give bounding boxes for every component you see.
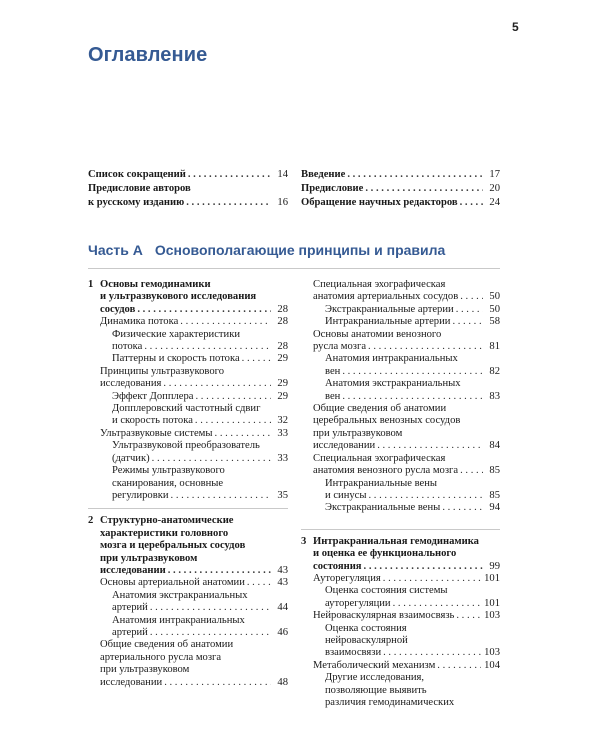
leader-dots <box>163 378 271 390</box>
toc-entry-text: Интракраниальная гемодинамика <box>313 535 479 547</box>
toc-entry-text: позволяющие выявить <box>325 684 427 696</box>
toc-entry-text: Физические характеристики <box>112 328 241 340</box>
toc-page-number: 24 <box>489 197 500 208</box>
toc-entry-line <box>100 366 288 378</box>
toc-entry-text: Анатомия экстракраниальных <box>112 589 248 601</box>
toc-page-number: 104 <box>484 659 500 671</box>
toc-entry-line <box>325 635 500 647</box>
leader-dots <box>364 561 483 573</box>
toc-entry-text: сосудов <box>100 303 136 315</box>
toc-entry-text: Анатомия интракраниальных <box>112 614 245 626</box>
chapter-divider <box>88 508 288 509</box>
toc-entry-line <box>112 403 288 415</box>
toc-entry-text: взаимосвязи <box>325 647 382 659</box>
toc-entry-text: Список сокращений <box>88 169 186 180</box>
toc-entry-line-last <box>313 291 500 303</box>
toc-page-number: 28 <box>277 341 288 353</box>
toc-entry-line-last <box>301 168 500 182</box>
leader-dots <box>137 304 271 316</box>
toc-entry-line-last <box>100 378 288 390</box>
toc-entry-line-last <box>325 502 500 514</box>
toc-entry <box>313 279 500 304</box>
toc-page-number: 50 <box>489 303 500 315</box>
toc-entry-text: сканирования, основные <box>112 477 224 489</box>
toc-entry-line <box>100 540 288 552</box>
toc-page-number: 82 <box>489 365 500 377</box>
toc-entry-text: исследовании <box>313 440 376 452</box>
toc-entry-text: Ультразвуковые системы <box>100 427 213 439</box>
leader-dots <box>460 196 483 210</box>
toc-entry <box>313 660 500 672</box>
toc-entry-line <box>313 536 500 548</box>
toc-entry-line <box>313 453 500 465</box>
toc-page-number: 84 <box>489 440 500 452</box>
toc-entry-line <box>325 353 500 365</box>
toc-entry <box>313 316 500 328</box>
toc-entry-line <box>100 515 288 527</box>
toc-page-number: 94 <box>489 502 500 514</box>
toc-entry <box>313 623 500 660</box>
toc-entry-text: Ультразвуковой преобразователь <box>112 440 260 452</box>
toc-entry-line <box>325 585 500 597</box>
toc-entry <box>100 515 288 577</box>
toc-page-number: 29 <box>277 390 288 402</box>
leader-dots <box>347 168 483 182</box>
toc-entry <box>100 329 288 354</box>
toc-entry <box>313 585 500 610</box>
toc-entry <box>313 378 500 403</box>
leader-dots <box>180 316 271 328</box>
toc-entry-text: Специальная эхографическая <box>313 452 446 464</box>
toc-entry-line-last <box>112 415 288 427</box>
leader-dots <box>365 182 483 196</box>
toc-entry-line-last <box>88 196 288 210</box>
toc-entry-line-last <box>112 453 288 465</box>
toc-entry-text: вен <box>325 365 341 377</box>
toc-entry-text: Интракраниальные артерии <box>325 316 451 328</box>
toc-entry-line <box>313 548 500 560</box>
chapter-2 <box>88 515 288 689</box>
toc-entry-line <box>313 329 500 341</box>
toc-page-number: 28 <box>277 316 288 328</box>
toc-entry-text: Другие исследования, <box>325 672 425 684</box>
leader-dots <box>368 490 483 502</box>
leader-dots <box>456 304 483 316</box>
toc-entry-line <box>325 478 500 490</box>
toc-entry-text: артериального русла мозга <box>100 651 222 663</box>
toc-entry <box>313 403 500 453</box>
toc-entry-text: Специальная эхографическая <box>313 279 446 290</box>
toc-page-number: 83 <box>489 390 500 402</box>
toc-page-number: 103 <box>484 647 500 659</box>
part-divider <box>88 268 500 269</box>
toc-page-number: 29 <box>277 378 288 390</box>
toc-entry <box>301 168 500 182</box>
toc-page-number: 58 <box>489 316 500 328</box>
toc-entry-line <box>325 685 500 697</box>
toc-entry <box>313 353 500 378</box>
leader-dots <box>460 465 483 477</box>
chapter-divider <box>301 529 500 530</box>
toc-entry-text: Допплеровский частотный сдвиг <box>112 403 261 415</box>
toc-entry-line <box>313 403 500 415</box>
toc-entry-text: Оценка состояния системы <box>325 585 448 597</box>
toc-entry-line-last <box>112 602 288 614</box>
toc-page-number: 85 <box>489 489 500 501</box>
toc-entry-text: исследовании <box>100 676 163 688</box>
leader-dots <box>150 602 271 614</box>
toc-entry <box>313 329 500 354</box>
leader-dots <box>442 502 483 514</box>
leader-dots <box>377 440 483 452</box>
toc-entry-text: и синусы <box>325 489 367 501</box>
toc-entry-text: Интракраниальные вены <box>325 477 438 489</box>
toc-entry <box>100 428 288 440</box>
toc-entry-text: и скорость потока <box>112 415 193 427</box>
toc-entry <box>100 353 288 365</box>
toc-entry-line <box>100 652 288 664</box>
chapter-number: 2 <box>88 515 94 527</box>
toc-entry-line-last <box>325 366 500 378</box>
toc-entry <box>313 502 500 514</box>
toc-entry-text: при ультразвуковом <box>100 552 198 564</box>
toc-entry <box>313 573 500 585</box>
toc-entry-text: артерий <box>112 626 148 638</box>
toc-entry-text: Экстракраниальные вены <box>325 502 441 514</box>
toc-entry <box>100 403 288 428</box>
page-number: 5 <box>512 20 519 34</box>
toc-entry-line-last <box>325 697 500 709</box>
toc-entry-text: Основы анатомии венозного <box>313 328 442 340</box>
chapter-1 <box>88 279 288 502</box>
toc-entry-text: вен <box>325 390 341 402</box>
toc-entry-text: состояния <box>313 560 362 572</box>
toc-entry-text: Эффект Допплера <box>112 390 194 402</box>
toc-entry-text: и ультразвукового исследования <box>100 291 257 303</box>
toc-column-left <box>88 279 288 689</box>
front-matter-left <box>88 168 288 210</box>
toc-page-number: 20 <box>489 183 500 194</box>
toc-entry <box>100 639 288 689</box>
toc-entry <box>88 168 288 182</box>
toc-entry-line-last <box>325 391 500 403</box>
toc-entry-text: при ультразвуковом <box>313 427 403 439</box>
toc-entry-line <box>112 615 288 627</box>
toc-entry-line <box>112 440 288 452</box>
toc-entry-text: русла мозга <box>313 341 367 353</box>
leader-dots <box>393 598 482 610</box>
toc-page-number: 43 <box>277 564 288 576</box>
toc-entry-text: Паттерны и скорость потока <box>112 353 240 365</box>
toc-entry <box>88 182 288 210</box>
toc-page-number: 101 <box>484 597 500 609</box>
leader-dots <box>342 391 483 403</box>
leader-dots <box>186 196 271 210</box>
toc-entry-line-last <box>325 598 500 610</box>
toc-entry-text: Обращение научных редакторов <box>301 197 458 208</box>
leader-dots <box>242 353 271 365</box>
toc-entry <box>313 536 500 573</box>
chapter-2-continued <box>301 279 500 515</box>
leader-dots <box>164 677 271 689</box>
toc-entry-line <box>325 378 500 390</box>
toc-entry-line-last <box>313 440 500 452</box>
toc-entry <box>100 615 288 640</box>
toc-page-number: 50 <box>489 291 500 303</box>
part-label: Часть A <box>88 242 143 258</box>
toc-entry-text: Динамика потока <box>100 316 179 328</box>
toc-entry <box>100 465 288 502</box>
toc-entry-line-last <box>100 577 288 589</box>
toc-page-number: 29 <box>277 353 288 365</box>
leader-dots <box>247 577 271 589</box>
toc-entry-text: Предисловие авторов <box>88 183 191 194</box>
toc-entry-line <box>313 415 500 427</box>
front-matter-right <box>301 168 500 210</box>
toc-entry <box>100 391 288 403</box>
leader-dots <box>188 168 271 182</box>
toc-entry-line <box>325 672 500 684</box>
toc-entry <box>100 279 288 316</box>
toc-entry-line-last <box>301 182 500 196</box>
toc-entry-line-last <box>325 304 500 316</box>
chapter-number: 3 <box>301 535 307 547</box>
toc-entry-text: Ауторегуляция <box>313 572 381 584</box>
toc-entry-line <box>112 329 288 341</box>
toc-entry-line <box>100 664 288 676</box>
toc-entry-text: исследования <box>100 378 162 390</box>
chapter-number: 1 <box>88 279 94 290</box>
toc-entry-line-last <box>313 341 500 353</box>
toc-entry <box>100 316 288 328</box>
toc-entry-text: Анатомия интракраниальных <box>325 353 458 365</box>
toc-entry <box>100 590 288 615</box>
toc-entry-text: артерий <box>112 602 148 614</box>
toc-page-number: 28 <box>277 303 288 315</box>
toc-page-number: 46 <box>277 626 288 638</box>
toc-entry-line-last <box>313 465 500 477</box>
toc-entry-text: Оценка состояния <box>325 622 407 634</box>
toc-entry-line <box>112 478 288 490</box>
leader-dots <box>152 453 271 465</box>
toc-entry-text: ауторегуляции <box>325 597 391 609</box>
toc-page-number: 33 <box>277 452 288 464</box>
toc-entry-line <box>88 182 288 196</box>
toc-entry-text: анатомия артериальных сосудов <box>313 291 459 303</box>
toc-entry-text: Структурно-анатомические <box>100 515 234 527</box>
toc-page-number: 101 <box>484 572 500 584</box>
toc-entry-line-last <box>313 561 500 573</box>
leader-dots <box>383 573 481 585</box>
toc-entry-line <box>100 291 288 303</box>
toc-entry-line <box>100 279 288 291</box>
toc-entry <box>301 182 500 196</box>
toc-entry-text: Анатомия экстракраниальных <box>325 378 461 390</box>
toc-entry <box>313 672 500 709</box>
toc-entry-text: исследовании <box>100 564 166 576</box>
toc-entry <box>100 577 288 589</box>
toc-entry-line <box>313 428 500 440</box>
chapter-3 <box>301 536 500 710</box>
leader-dots <box>144 341 271 353</box>
toc-entry-line-last <box>88 168 288 182</box>
toc-entry-line <box>100 639 288 651</box>
toc-page-number: 43 <box>277 577 288 589</box>
leader-dots <box>368 341 483 353</box>
leader-dots <box>215 428 271 440</box>
toc-entry <box>301 196 500 210</box>
toc-entry-line <box>100 528 288 540</box>
toc-page-number: 48 <box>277 676 288 688</box>
toc-page-number: 16 <box>277 197 288 208</box>
part-heading <box>88 242 445 258</box>
toc-entry-text: Принципы ультразвукового <box>100 365 224 377</box>
toc-entry-text: Основы гемодинамики <box>100 279 211 290</box>
toc-entry-text: различия гемодинамических <box>325 697 455 708</box>
toc-entry-line-last <box>112 341 288 353</box>
toc-entry <box>100 366 288 391</box>
toc-column-right <box>301 279 500 709</box>
toc-entry-line-last <box>313 573 500 585</box>
toc-entry-line <box>112 590 288 602</box>
toc-entry-text: Предисловие <box>301 183 364 194</box>
toc-page-number: 14 <box>277 169 288 180</box>
toc-entry-line-last <box>100 677 288 689</box>
toc-entry-text: нейроваскулярной <box>325 634 408 646</box>
toc-entry-line <box>100 553 288 565</box>
leader-dots <box>383 647 481 659</box>
toc-entry-text: мозга и церебральных сосудов <box>100 540 246 552</box>
toc-entry <box>313 610 500 622</box>
toc-entry-line-last <box>100 304 288 316</box>
toc-page-number: 103 <box>484 610 500 622</box>
toc-entry-line-last <box>100 428 288 440</box>
leader-dots <box>195 415 271 427</box>
leader-dots <box>460 291 483 303</box>
toc-entry-line-last <box>325 647 500 659</box>
leader-dots <box>196 391 272 403</box>
toc-entry-line <box>313 279 500 291</box>
toc-entry-text: Экстракраниальные артерии <box>325 303 454 315</box>
toc-entry-line-last <box>100 316 288 328</box>
part-title: Основополагающие принципы и правила <box>154 242 446 258</box>
leader-dots <box>342 366 483 378</box>
toc-page-number: 99 <box>489 560 500 572</box>
toc-entry-line-last <box>301 196 500 210</box>
toc-entry-text: Введение <box>301 169 346 180</box>
toc-entry-text: и оценка ее функционального <box>313 548 457 560</box>
toc-entry <box>313 478 500 503</box>
toc-entry <box>313 453 500 478</box>
toc-entry-line-last <box>325 316 500 328</box>
toc-page-number: 33 <box>277 427 288 439</box>
toc-entry-text: Нейроваскулярная взаимосвязь <box>313 610 455 622</box>
leader-dots <box>150 627 271 639</box>
leader-dots <box>168 565 271 577</box>
toc-entry-line-last <box>313 610 500 622</box>
page-title: Оглавление <box>88 44 208 66</box>
toc-entry-text: (датчик) <box>112 452 150 464</box>
toc-page-number: 35 <box>277 489 288 501</box>
toc-entry-text: церебральных венозных сосудов <box>313 415 461 427</box>
toc-entry-line <box>112 465 288 477</box>
toc-page-number: 44 <box>277 602 288 614</box>
toc-entry-line-last <box>313 660 500 672</box>
toc-entry-text: к русскому изданию <box>88 197 185 208</box>
leader-dots <box>171 490 271 502</box>
toc-entry-line-last <box>100 565 288 577</box>
toc-page-number: 17 <box>489 169 500 180</box>
toc-entry-text: Режимы ультразвукового <box>112 465 225 477</box>
toc-page-number: 81 <box>489 341 500 353</box>
toc-entry-text: Общие сведения об анатомии <box>313 403 447 415</box>
toc-entry-line-last <box>112 627 288 639</box>
toc-entry-line-last <box>325 490 500 502</box>
toc-entry <box>100 440 288 465</box>
leader-dots <box>456 610 481 622</box>
toc-entry-line-last <box>112 391 288 403</box>
leader-dots <box>437 660 481 672</box>
toc-entry-text: при ультразвуковом <box>100 664 190 676</box>
toc-page-number: 32 <box>277 415 288 427</box>
toc-entry <box>313 304 500 316</box>
toc-entry-text: потока <box>112 341 143 353</box>
toc-entry-line-last <box>112 490 288 502</box>
leader-dots <box>452 316 483 328</box>
toc-page-number: 85 <box>489 465 500 477</box>
toc-entry-text: Метаболический механизм <box>313 659 436 671</box>
toc-entry-line-last <box>112 353 288 365</box>
toc-entry-line <box>325 623 500 635</box>
toc-entry-text: Основы артериальной анатомии <box>100 577 245 589</box>
toc-entry-text: Общие сведения об анатомии <box>100 639 234 651</box>
toc-entry-text: характеристики головного <box>100 527 229 539</box>
toc-entry-text: регулировки <box>112 489 169 501</box>
toc-entry-text: анатомия венозного русла мозга <box>313 465 459 477</box>
